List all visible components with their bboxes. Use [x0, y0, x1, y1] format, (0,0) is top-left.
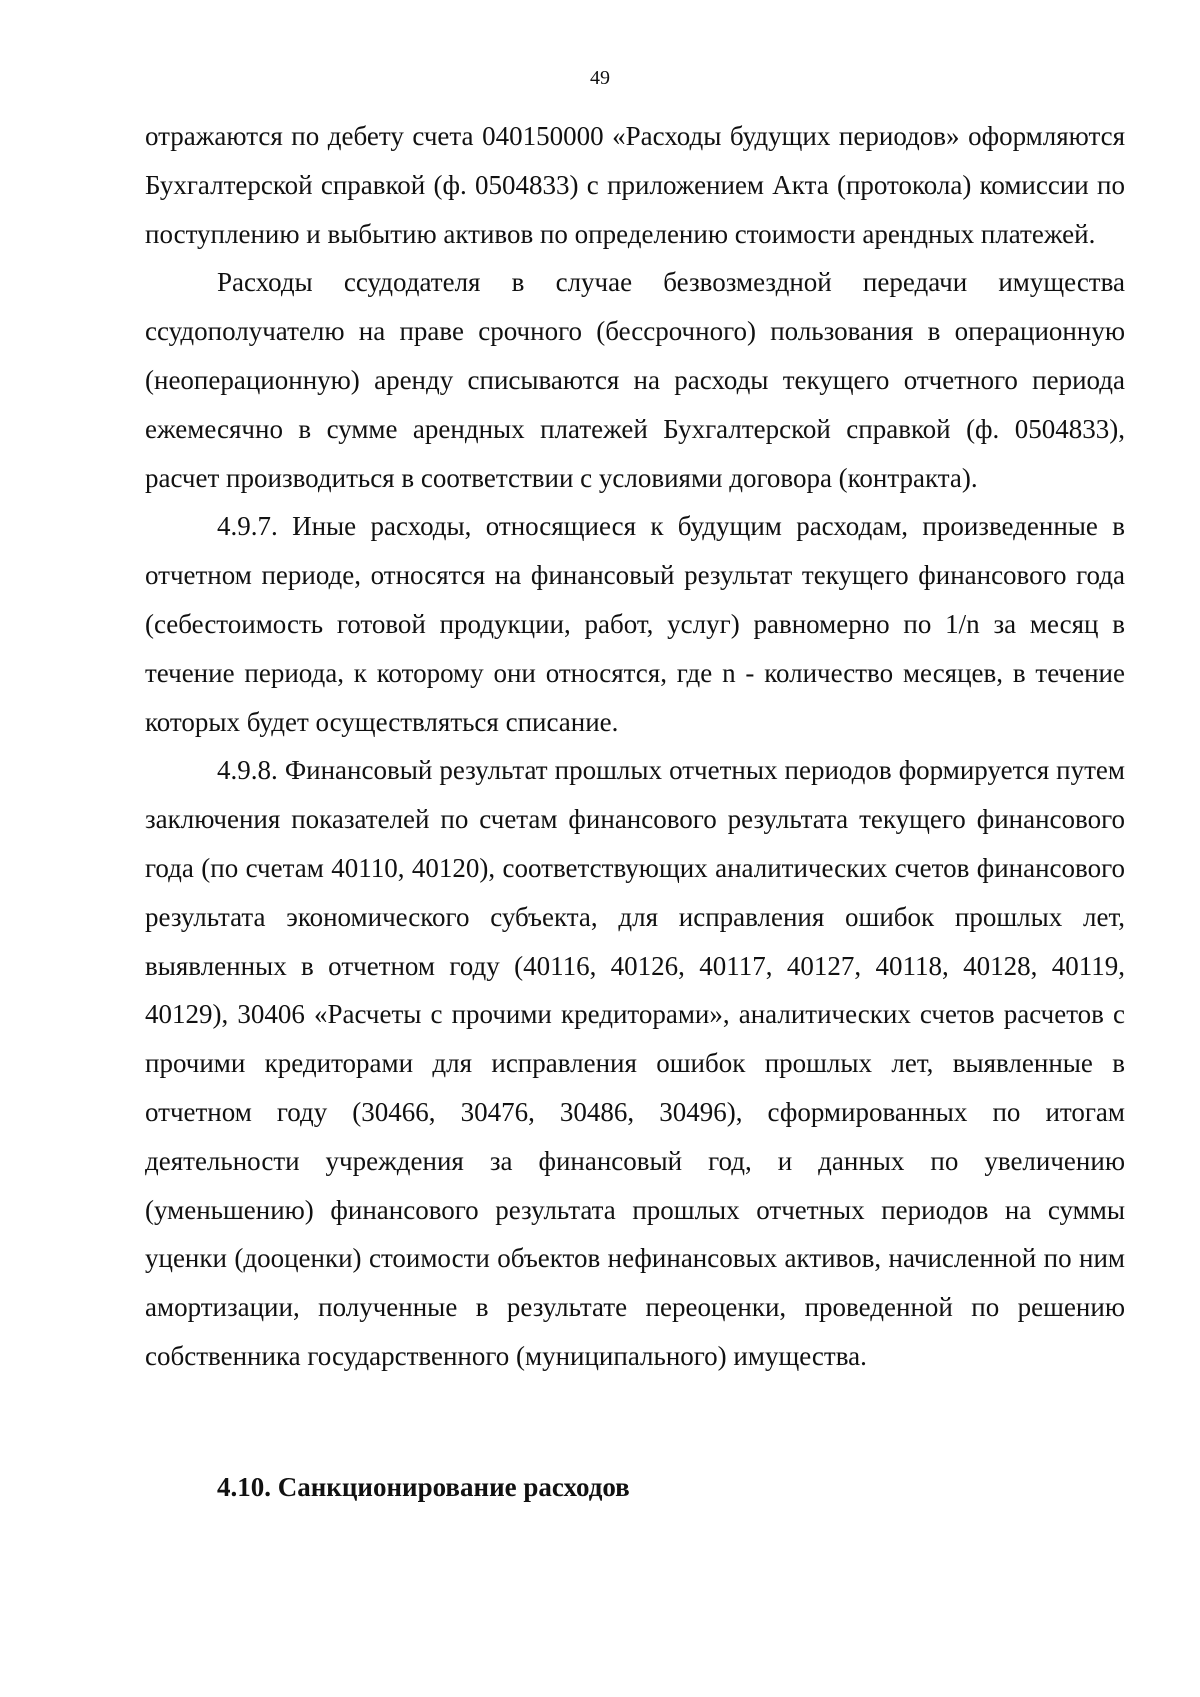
paragraph-lender-expenses: Расходы ссудодателя в случае безвозмездной передачи имущества ссудополучателю на праве срочного (бессрочного) пользования в операционную (неоперационную) аренду списываются на расходы текущего отчетного периода ежемесячно в сумме арендных платежей Бухгалтерской справкой (ф. 0504833), расчет производиться в соответствии с условиями договора (контракта). — [145, 267, 1125, 493]
section-heading: 4.10. Санкционирование расходов — [217, 1471, 630, 1502]
paragraph-4-9-8: 4.9.8. Финансовый результат прошлых отчетных периодов формируется путем заключения показателей по счетам финансового результата текущего финансового года (по счетам 40110, 40120), соответствующих аналитических счетов финансового результата экономического субъекта, для исправления ошибок прошлых лет, выявленных в отчетном году (40116, 40126, 40117, 40127, 40118, 40128, 40119, 40129), 30406 «Расчеты с прочими кредиторами», аналитических счетов расчетов с прочими кредиторами для исправления ошибок прошлых лет, выявленные в отчетном году (30466, 30476, 30486, 30496), сформированных по итогам деятельности учреждения за финансовый год, и данных по увеличению (уменьшению) финансового результата прошлых отчетных периодов на суммы уценки (дооценки) стоимости объектов нефинансовых активов, начисленной по ним амортизации, полученные в результате переоценки, проведенной по решению собственника государственного (муниципального) имущества. — [145, 755, 1125, 1371]
paragraph-continuation: отражаются по дебету счета 040150000 «Расходы будущих периодов» оформляются Бухгалтерской справкой (ф. 0504833) с приложением Акта (протокола) комиссии по поступлению и выбытию активов по определению стоимости арендных платежей. — [145, 121, 1125, 249]
document-body — [145, 112, 1125, 1512]
paragraph-4-9-7: 4.9.7. Иные расходы, относящиеся к будущим расходам, произведенные в отчетном периоде, относятся на финансовый результат текущего финансового года (себестоимость готовой продукции, работ, услуг) равномерно по 1/n за месяц в течение периода, к которому они относятся, где n - количество месяцев, в течение которых будет осуществляться списание. — [145, 511, 1125, 737]
page-number: 49 — [590, 67, 610, 89]
